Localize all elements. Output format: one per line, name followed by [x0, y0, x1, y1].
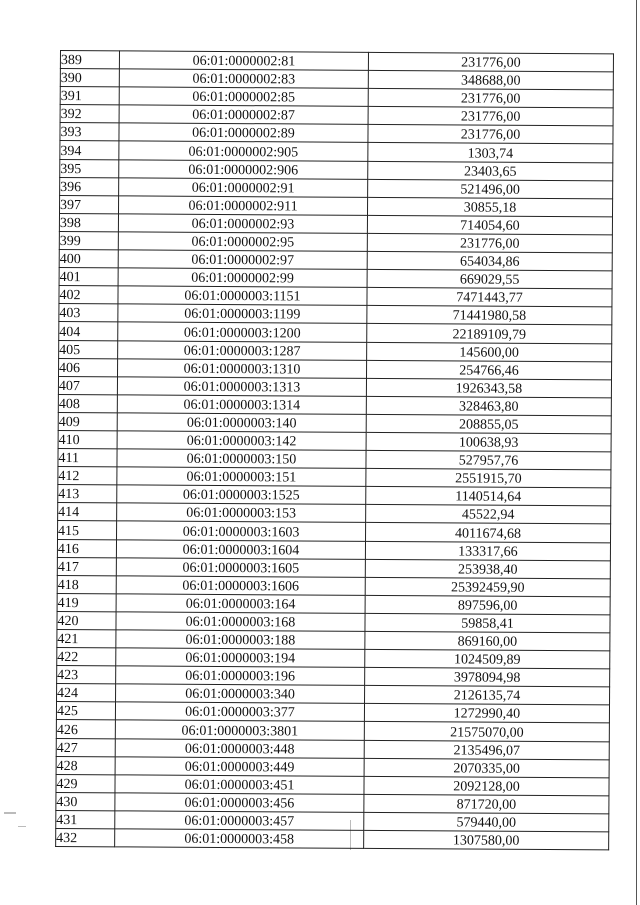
table-row	[56, 829, 609, 850]
cadastral-value-cell: 871720,00	[364, 794, 609, 814]
cadastral-value-cell: 2092128,00	[364, 776, 609, 796]
cadastral-number-cell: 06:01:0000003:340	[116, 684, 365, 704]
cadastral-number-cell: 06:01:0000003:1199	[118, 304, 367, 324]
row-number-cell: 404	[59, 322, 118, 340]
cadastral-value-cell: 2135496,07	[364, 740, 609, 760]
cadastral-number-cell: 06:01:0000003:151	[117, 467, 366, 487]
row-number-cell: 407	[58, 376, 117, 394]
row-number-cell: 402	[59, 286, 118, 304]
row-number-cell: 423	[57, 666, 116, 684]
row-number-cell: 426	[56, 720, 115, 738]
cadastral-number-cell: 06:01:0000003:1151	[118, 286, 367, 306]
cadastral-number-cell: 06:01:0000002:91	[119, 178, 368, 198]
row-number-cell: 389	[60, 51, 119, 69]
cadastral-number-cell: 06:01:0000002:905	[119, 141, 368, 161]
cadastral-number-cell: 06:01:0000003:1603	[117, 521, 366, 541]
cadastral-value-cell: 231776,00	[368, 89, 613, 109]
cadastral-number-cell: 06:01:0000003:449	[115, 757, 364, 777]
cadastral-value-cell: 7471443,77	[367, 288, 612, 308]
row-number-cell: 411	[58, 449, 117, 467]
cadastral-value-cell: 328463,80	[366, 396, 611, 416]
row-number-cell: 422	[57, 648, 116, 666]
cadastral-value-cell: 1303,74	[368, 143, 613, 163]
cadastral-number-cell: 06:01:0000003:1525	[117, 485, 366, 505]
row-number-cell: 393	[60, 123, 119, 141]
cadastral-value-cell: 1024509,89	[365, 649, 610, 669]
cadastral-value-cell: 1307580,00	[364, 830, 609, 850]
cadastral-number-cell: 06:01:0000003:3801	[115, 720, 364, 740]
cadastral-value-cell: 4011674,68	[366, 523, 611, 543]
cadastral-value-cell: 2551915,70	[366, 469, 611, 489]
row-number-cell: 432	[56, 829, 115, 847]
cadastral-number-cell: 06:01:0000002:97	[118, 250, 367, 270]
cadastral-value-cell: 231776,00	[368, 52, 613, 72]
row-number-cell: 391	[60, 87, 119, 105]
cadastral-number-cell: 06:01:0000003:1606	[116, 576, 365, 596]
row-number-cell: 392	[60, 105, 119, 123]
cadastral-value-cell: 231776,00	[368, 125, 613, 145]
cadastral-number-cell: 06:01:0000002:906	[119, 159, 368, 179]
row-number-cell: 425	[56, 702, 115, 720]
row-number-cell: 400	[59, 250, 118, 268]
cadastral-number-cell: 06:01:0000002:99	[118, 268, 367, 288]
row-number-cell: 421	[57, 629, 116, 647]
cadastral-number-cell: 06:01:0000003:1200	[118, 322, 367, 342]
cadastral-value-cell: 869160,00	[365, 631, 610, 651]
row-number-cell: 390	[60, 69, 119, 87]
cadastral-number-cell: 06:01:0000003:150	[117, 449, 366, 469]
cadastral-number-cell: 06:01:0000003:1313	[117, 377, 366, 397]
cadastral-number-cell: 06:01:0000002:81	[119, 51, 368, 71]
cadastral-number-cell: 06:01:0000003:153	[117, 503, 366, 523]
cadastral-value-cell: 133317,66	[365, 541, 610, 561]
row-number-cell: 414	[58, 503, 117, 521]
cadastral-value-cell: 669029,55	[367, 270, 612, 290]
cadastral-value-cell: 71441980,58	[367, 306, 612, 326]
cadastral-number-cell: 06:01:0000003:188	[116, 630, 365, 650]
row-number-cell: 431	[56, 810, 115, 828]
scan-mark	[4, 812, 16, 814]
row-number-cell: 409	[58, 412, 117, 430]
cadastral-value-cell: 1926343,58	[366, 378, 611, 398]
document-sheet	[55, 50, 612, 850]
cadastral-number-cell: 06:01:0000003:1605	[116, 557, 365, 577]
row-number-cell: 429	[56, 774, 115, 792]
cadastral-number-cell: 06:01:0000003:1287	[118, 340, 367, 360]
cadastral-value-cell: 3978094,98	[365, 668, 610, 688]
cadastral-value-cell: 100638,93	[366, 432, 611, 452]
row-number-cell: 397	[60, 195, 119, 213]
cadastral-number-cell: 06:01:0000003:164	[116, 594, 365, 614]
cadastral-value-cell: 231776,00	[368, 107, 613, 127]
cadastral-value-cell: 654034,86	[367, 251, 612, 271]
cadastral-number-cell: 06:01:0000003:448	[115, 738, 364, 758]
cadastral-number-cell: 06:01:0000003:377	[115, 702, 364, 722]
cadastral-value-cell: 714054,60	[367, 215, 612, 235]
cadastral-value-cell: 897596,00	[365, 595, 610, 615]
row-number-cell: 430	[56, 792, 115, 810]
cadastral-number-cell: 06:01:0000003:1310	[118, 358, 367, 378]
cadastral-value-cell: 208855,05	[366, 414, 611, 434]
cadastral-value-cell: 23403,65	[368, 161, 613, 181]
cadastral-number-cell: 06:01:0000002:911	[119, 196, 368, 216]
cadastral-number-cell: 06:01:0000003:194	[116, 648, 365, 668]
cadastral-number-cell: 06:01:0000003:458	[115, 829, 364, 849]
row-number-cell: 396	[60, 177, 119, 195]
row-number-cell: 427	[56, 738, 115, 756]
cadastral-number-cell: 06:01:0000003:1314	[117, 395, 366, 415]
cadastral-number-cell: 06:01:0000002:95	[118, 232, 367, 252]
cadastral-value-cell: 527957,76	[366, 450, 611, 470]
cadastral-value-cell: 21575070,00	[364, 722, 609, 742]
row-number-cell: 418	[57, 575, 116, 593]
row-number-cell: 406	[59, 358, 118, 376]
row-number-cell: 405	[59, 340, 118, 358]
cadastral-value-cell: 145600,00	[367, 342, 612, 362]
row-number-cell: 412	[58, 467, 117, 485]
cadastral-number-cell: 06:01:0000002:83	[119, 69, 368, 89]
cadastral-value-cell: 30855,18	[367, 197, 612, 217]
row-number-cell: 428	[56, 756, 115, 774]
cadastral-number-cell: 06:01:0000003:196	[116, 666, 365, 686]
row-number-cell: 395	[60, 159, 119, 177]
cadastral-number-cell: 06:01:0000002:87	[119, 105, 368, 125]
cadastral-value-cell: 521496,00	[368, 179, 613, 199]
cadastral-value-table	[55, 50, 614, 850]
row-number-cell: 419	[57, 593, 116, 611]
cadastral-value-cell: 579440,00	[364, 812, 609, 832]
cadastral-value-cell: 253938,40	[365, 559, 610, 579]
row-number-cell: 401	[59, 268, 118, 286]
row-number-cell: 420	[57, 611, 116, 629]
cadastral-number-cell: 06:01:0000003:1604	[116, 539, 365, 559]
cadastral-value-cell: 59858,41	[365, 613, 610, 633]
cadastral-value-cell: 2126135,74	[365, 686, 610, 706]
cadastral-number-cell: 06:01:0000003:142	[117, 431, 366, 451]
cadastral-number-cell: 06:01:0000002:93	[118, 214, 367, 234]
cadastral-value-cell: 1140514,64	[366, 487, 611, 507]
cadastral-number-cell: 06:01:0000003:457	[115, 811, 364, 831]
cadastral-value-cell: 22189109,79	[367, 324, 612, 344]
cadastral-number-cell: 06:01:0000003:140	[117, 413, 366, 433]
cadastral-value-cell: 25392459,90	[365, 577, 610, 597]
cadastral-value-cell: 1272990,40	[364, 704, 609, 724]
row-number-cell: 398	[59, 213, 118, 231]
cadastral-value-cell: 2070335,00	[364, 758, 609, 778]
cadastral-number-cell: 06:01:0000003:451	[115, 775, 364, 795]
row-number-cell: 403	[59, 304, 118, 322]
row-number-cell: 417	[57, 557, 116, 575]
cadastral-number-cell: 06:01:0000002:85	[119, 87, 368, 107]
cadastral-number-cell: 06:01:0000003:456	[115, 793, 364, 813]
page-edge	[636, 0, 637, 905]
cadastral-number-cell: 06:01:0000003:168	[116, 612, 365, 632]
row-number-cell: 410	[58, 430, 117, 448]
row-number-cell: 413	[58, 485, 117, 503]
row-number-cell: 394	[60, 141, 119, 159]
row-number-cell: 415	[58, 521, 117, 539]
cadastral-value-cell: 45522,94	[366, 505, 611, 525]
cadastral-number-cell: 06:01:0000002:89	[119, 123, 368, 143]
table-body	[56, 51, 614, 850]
row-number-cell: 416	[57, 539, 116, 557]
row-number-cell: 424	[57, 684, 116, 702]
row-number-cell: 408	[58, 394, 117, 412]
cadastral-value-cell: 348688,00	[368, 70, 613, 90]
cadastral-value-cell: 254766,46	[367, 360, 612, 380]
scan-mark	[18, 826, 26, 827]
cadastral-value-cell: 231776,00	[367, 233, 612, 253]
row-number-cell: 399	[59, 231, 118, 249]
